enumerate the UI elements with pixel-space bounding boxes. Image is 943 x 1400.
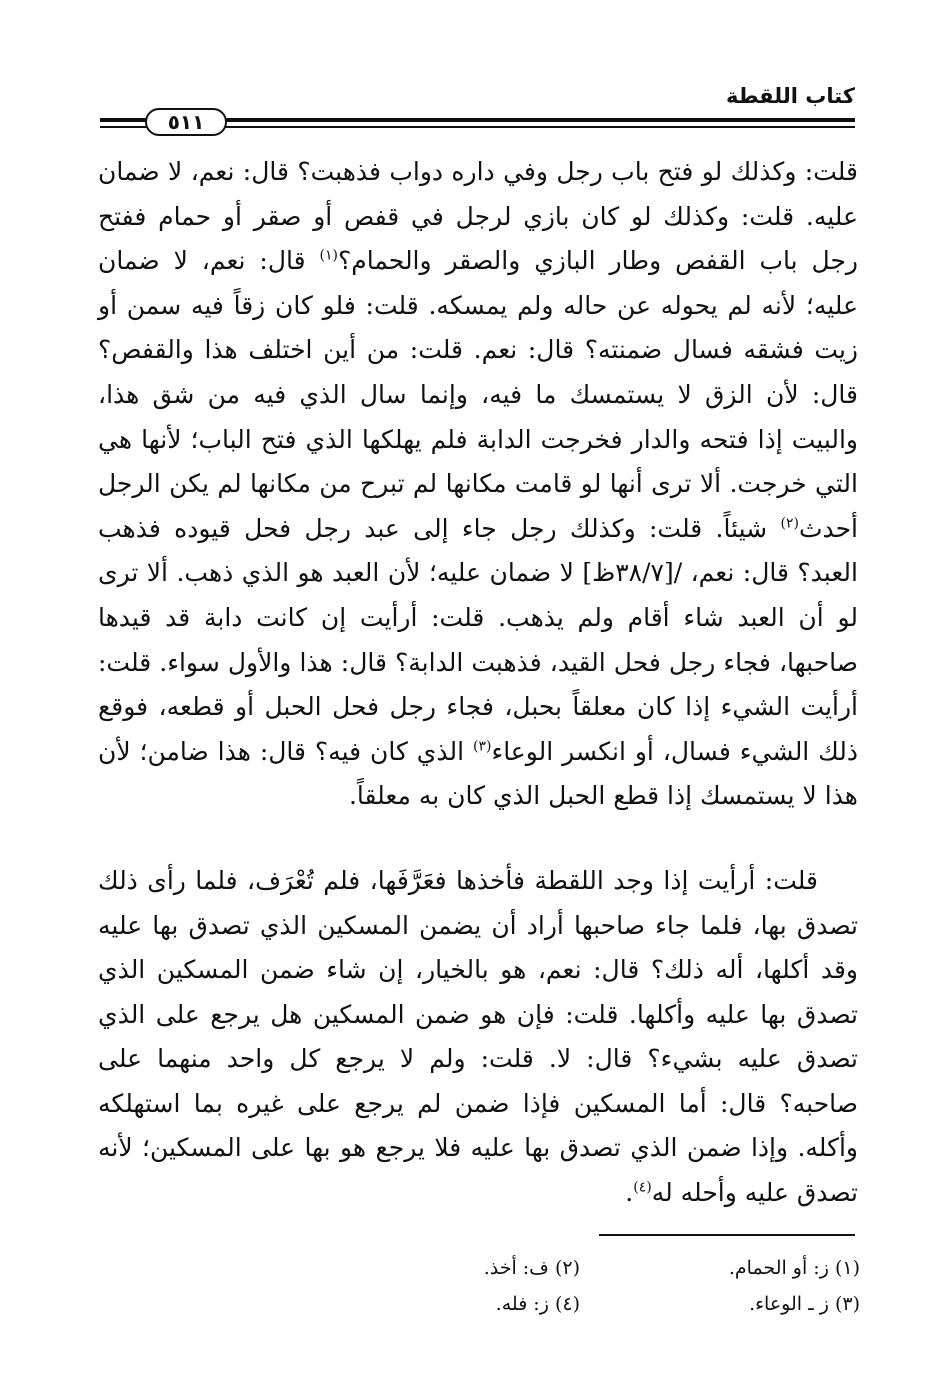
footnote-ref-2: (٢) bbox=[780, 515, 799, 532]
running-title: كتاب اللقطة bbox=[725, 84, 855, 108]
main-text bbox=[98, 150, 858, 1216]
footnote-4-text: ز: فله. bbox=[495, 1293, 549, 1315]
footnote-2 bbox=[300, 1250, 580, 1286]
footnote-ref-3: (٣) bbox=[472, 738, 492, 755]
paragraph-1 bbox=[98, 150, 858, 819]
footnote-4-mark: (٤) bbox=[554, 1293, 580, 1315]
footnote-ref-4: (٤) bbox=[633, 1179, 652, 1196]
paragraph-2-part-2: . bbox=[625, 1178, 634, 1208]
footnote-3 bbox=[580, 1286, 860, 1322]
paragraph-1-part-1: قلت: وكذلك لو فتح باب رجل وفي داره دواب فذهبت؟ قال: نعم، لا ضمان عليه. قلت: وكذلك لو كان بازي لرجل في قفص أو صقر أو حمام ففتح رجل باب القفص وطار البازي والصقر والحمام؟ bbox=[98, 157, 858, 276]
paragraph-1-part-2: قال: نعم، لا ضمان عليه؛ لأنه لم يحوله عن حاله ولم يمسكه. قلت: فلو كان زقاً فيه سمن أو زيت فشقه فسال ضمنته؟ قال: نعم. قلت: من أين اختلف هذا والقفص؟ قال: لأن الزق لا يستمسك ما فيه، وإنما سال الذي فيه من شق هذا، والبيت إذا فتحه والدار فخرجت الدابة فلم يهلكها الذي فتح الباب؛ لأنها هي التي خرجت. ألا ترى أنها لو قامت مكانها لم تبرح من مكانها لم يكن الرجل أحدث bbox=[98, 246, 858, 543]
footnote-3-mark: (٣) bbox=[834, 1293, 860, 1315]
footnote-1 bbox=[580, 1250, 860, 1286]
page-number: ٥١١ bbox=[145, 108, 227, 136]
paragraph-1-part-3: شيئاً. قلت: وكذلك رجل جاء إلى عبد رجل فحل قيوده فذهب العبد؟ قال: نعم، /[٣٨/٧ظ] لا ضمان عليه؛ لأن العبد هو الذي ذهب. ألا ترى لو أن العبد شاء أقام ولم يذهب. قلت: أرأيت إن كانت دابة قد قيدها صاحبها، فجاء رجل فحل القيد، فذهبت الدابة؟ قال: هذا والأول سواء. قلت: أرأيت الشيء إذا كان معلقاً بحبل، فجاء رجل فحل الحبل أو قطعه، فوقع ذلك الشيء فسال، أو انكسر الوعاء bbox=[98, 513, 858, 766]
paragraph-2-part-1: قلت: أرأيت إذا وجد اللقطة فأخذها فعَرَّفَها، فلم تُعْرَف، فلما رأى ذلك تصدق بها، فلما جاء صاحبها أراد أن يضمن المسكين الذي تصدق بها عليه وقد أكلها، أله ذلك؟ قال: نعم، هو بالخيار، إن شاء ضمن المسكين الذي تصدق بها عليه وأكلها. قلت: فإن هو ضمن المسكين هل يرجع على الذي تصدق عليه بشيء؟ قال: لا. قلت: ولم لا يرجع كل واحد منهما على صاحبه؟ قال: أما المسكين فإذا ضمن لم يرجع على غيره بما استهلكه وأكله. وإذا ضمن الذي تصدق بها عليه فلا يرجع هو بها على المسكين؛ لأنه تصدق عليه وأحله له bbox=[98, 865, 858, 1208]
footnote-rule bbox=[599, 1234, 855, 1236]
page-header bbox=[100, 78, 855, 138]
footnote-ref-1: (١) bbox=[319, 247, 338, 264]
footnote-1-text: ز: أو الحمام. bbox=[728, 1257, 829, 1279]
paragraph-2 bbox=[98, 859, 858, 1216]
footnote-1-mark: (١) bbox=[834, 1257, 860, 1279]
footnotes bbox=[300, 1250, 860, 1322]
footnote-row-1 bbox=[300, 1250, 860, 1286]
paragraph-1-part-4: الذي كان فيه؟ قال: هذا ضامن؛ لأن هذا لا يستمسك إذا قطع الحبل الذي كان به معلقاً. bbox=[98, 736, 858, 811]
footnote-4 bbox=[300, 1286, 580, 1322]
footnote-row-2 bbox=[300, 1286, 860, 1322]
footnote-2-mark: (٢) bbox=[554, 1257, 580, 1279]
footnote-3-text: ز ـ الوعاء. bbox=[749, 1293, 829, 1315]
footnote-2-text: ف: أخذ. bbox=[483, 1257, 549, 1279]
